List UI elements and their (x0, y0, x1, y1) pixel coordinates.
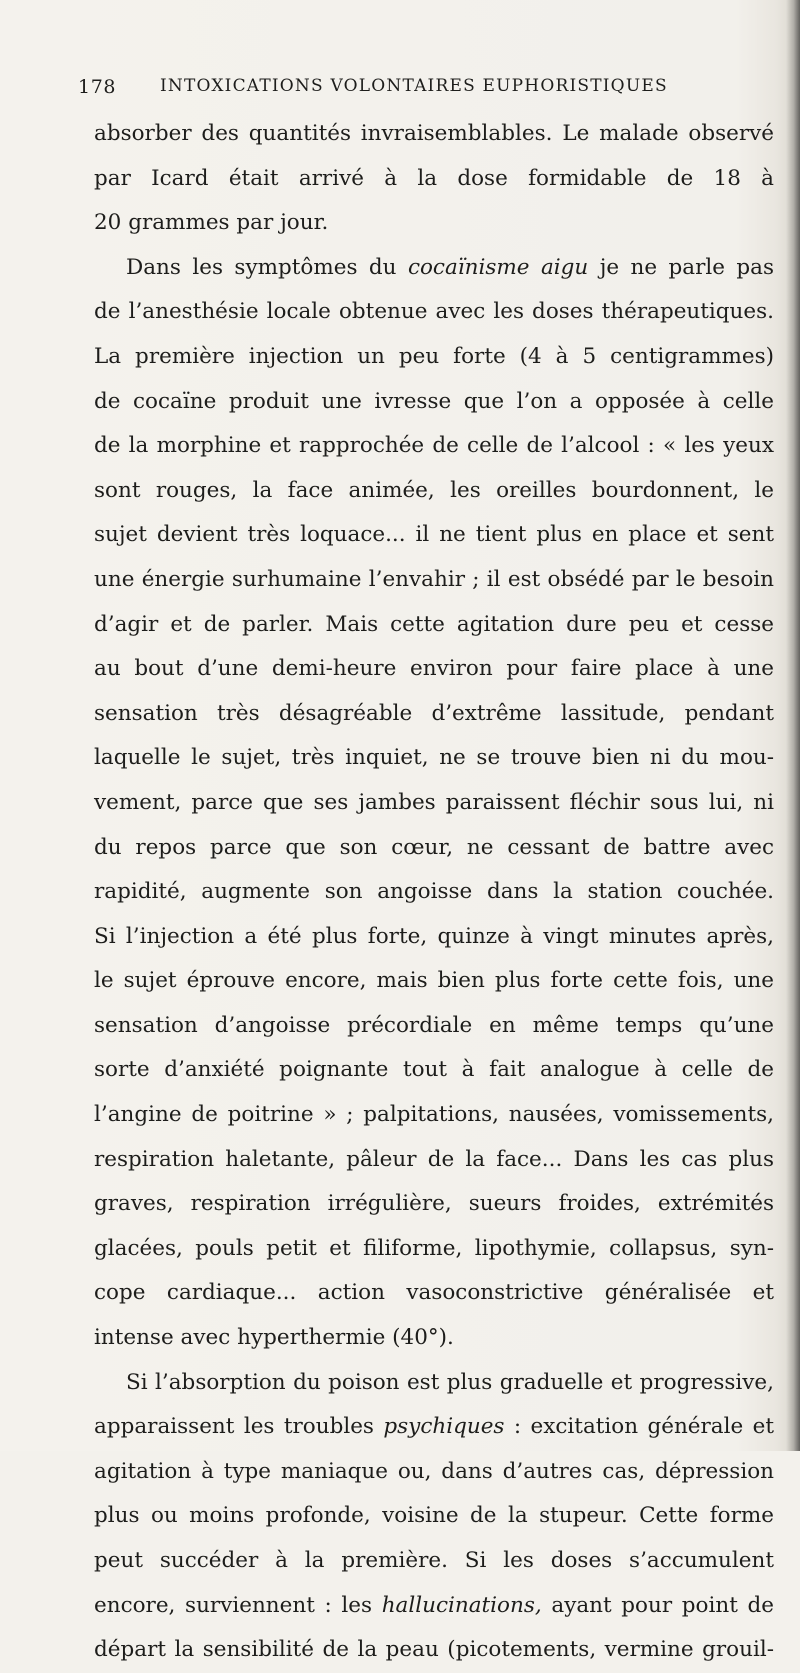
text-line (94, 1405, 774, 1450)
text-line (94, 157, 774, 202)
text-line (94, 692, 774, 737)
text-run: respiration haletante, pâleur de la face... Dans les cas plus (94, 1146, 774, 1172)
text-run: absorber des quantités invraisemblables. Le malade observé (94, 121, 774, 146)
text-line (94, 1539, 774, 1584)
text-line (94, 1227, 774, 1272)
text-run: agitation à type maniaque ou, dans d’autres cas, dépression (94, 1458, 774, 1484)
text-run: Dans les symptômes du (126, 254, 408, 280)
text-line (94, 290, 774, 335)
text-line (94, 647, 774, 692)
text-run: laquelle le sujet, très inquiet, ne se trouve bien ni du mou- (94, 745, 774, 771)
text-run: ayant pour point de (541, 1592, 774, 1618)
text-run: vement, parce que ses jambes paraissent fléchir sous lui, ni (94, 789, 774, 815)
italic-term: hallucinations, (381, 1592, 542, 1618)
text-run: plus ou moins profonde, voisine de la stupeur. Cette forme (94, 1503, 774, 1529)
text-run: le sujet éprouve encore, mais bien plus forte cette fois, une (94, 968, 774, 994)
text-line (94, 870, 774, 915)
text-line (94, 380, 774, 425)
text-line (94, 558, 774, 603)
text-line (94, 424, 774, 469)
text-run: Si l’absorption du poison est plus graduelle et progressive, (126, 1369, 774, 1395)
text-line (94, 246, 774, 291)
text-run: : excitation générale et (504, 1414, 775, 1440)
text-line (94, 112, 774, 157)
text-line (94, 959, 774, 1004)
text-run: peut succéder à la première. Si les doses s’accumulent (94, 1548, 774, 1573)
text-run: d’agir et de parler. Mais cette agitation dure peu et cesse (94, 611, 774, 637)
text-line (94, 1584, 774, 1629)
text-run: de l’anesthésie locale obtenue avec les doses thérapeutiques. (94, 299, 774, 325)
text-run: intense avec hyperthermie (40°). (94, 1325, 454, 1351)
text-run: sujet devient très loquace... il ne tient plus en place et sent (94, 522, 774, 548)
body-text (94, 112, 774, 1673)
text-run: départ la sensibilité de la peau (picotements, vermine grouil- (94, 1637, 774, 1663)
text-run: rapidité, augmente son angoisse dans la station couchée. (94, 879, 774, 905)
text-line (94, 469, 774, 514)
text-line (94, 1182, 774, 1227)
text-line (94, 1628, 774, 1673)
text-run: sensation très désagréable d’extrême lassitude, pendant (94, 700, 774, 726)
text-line (94, 1450, 774, 1495)
text-line (94, 513, 774, 558)
text-run: Si l’injection a été plus forte, quinze à vingt minutes après, (94, 923, 774, 949)
text-line (94, 335, 774, 380)
text-line (94, 781, 774, 826)
italic-term: psychiques (383, 1414, 505, 1440)
text-line (94, 1138, 774, 1183)
text-run: l’angine de poitrine » ; palpitations, nausées, vomissements, (94, 1102, 774, 1128)
text-run: sorte d’anxiété poignante tout à fait analogue à celle de (94, 1057, 774, 1083)
text-line (94, 826, 774, 871)
text-run: je ne parle pas (588, 254, 774, 280)
text-line (94, 201, 774, 246)
text-run: sont rouges, la face animée, les oreilles bourdonnent, le (94, 477, 774, 503)
text-line (94, 1316, 774, 1361)
text-run: La première injection un peu forte (4 à 5 centigrammes) (94, 343, 774, 369)
text-run: au bout d’une demi-heure environ pour faire place à une (94, 656, 774, 682)
text-run: sensation d’angoisse précordiale en même temps qu’une (94, 1012, 774, 1038)
page-edge-shadow (786, 0, 800, 1451)
text-line (94, 736, 774, 781)
italic-term: cocaïnisme aigu (407, 254, 589, 280)
text-run: graves, respiration irrégulière, sueurs froides, extrémités (94, 1191, 774, 1217)
text-line (94, 1048, 774, 1093)
text-run: une énergie surhumaine l’envahir ; il est obsédé par le besoin (94, 566, 774, 592)
text-line (94, 915, 774, 960)
text-line (94, 1271, 774, 1316)
text-run: du repos parce que son cœur, ne cessant de battre avec (94, 834, 774, 860)
text-run: apparaissent les troubles (94, 1414, 384, 1440)
text-line (94, 1093, 774, 1138)
text-run: cope cardiaque... action vasoconstrictive généralisée et (94, 1280, 774, 1306)
text-run: de cocaïne produit une ivresse que l’on a opposée à celle (94, 388, 774, 414)
text-run: 20 grammes par jour. (94, 210, 329, 236)
text-run: par Icard était arrivé à la dose formidable de 18 à (94, 165, 774, 191)
text-line (94, 1361, 774, 1406)
text-line (94, 1494, 774, 1539)
running-title: INTOXICATIONS VOLONTAIRES EUPHORISTIQUES (160, 76, 668, 96)
page-number: 178 (78, 76, 117, 98)
text-run: encore, surviennent : les (94, 1592, 382, 1618)
text-line (94, 1004, 774, 1049)
text-run: de la morphine et rapprochée de celle de l’alcool : « les yeux (94, 433, 774, 459)
page-header (78, 76, 738, 104)
text-line (94, 603, 774, 648)
text-run: glacées, pouls petit et filiforme, lipothymie, collapsus, syn- (94, 1235, 774, 1261)
